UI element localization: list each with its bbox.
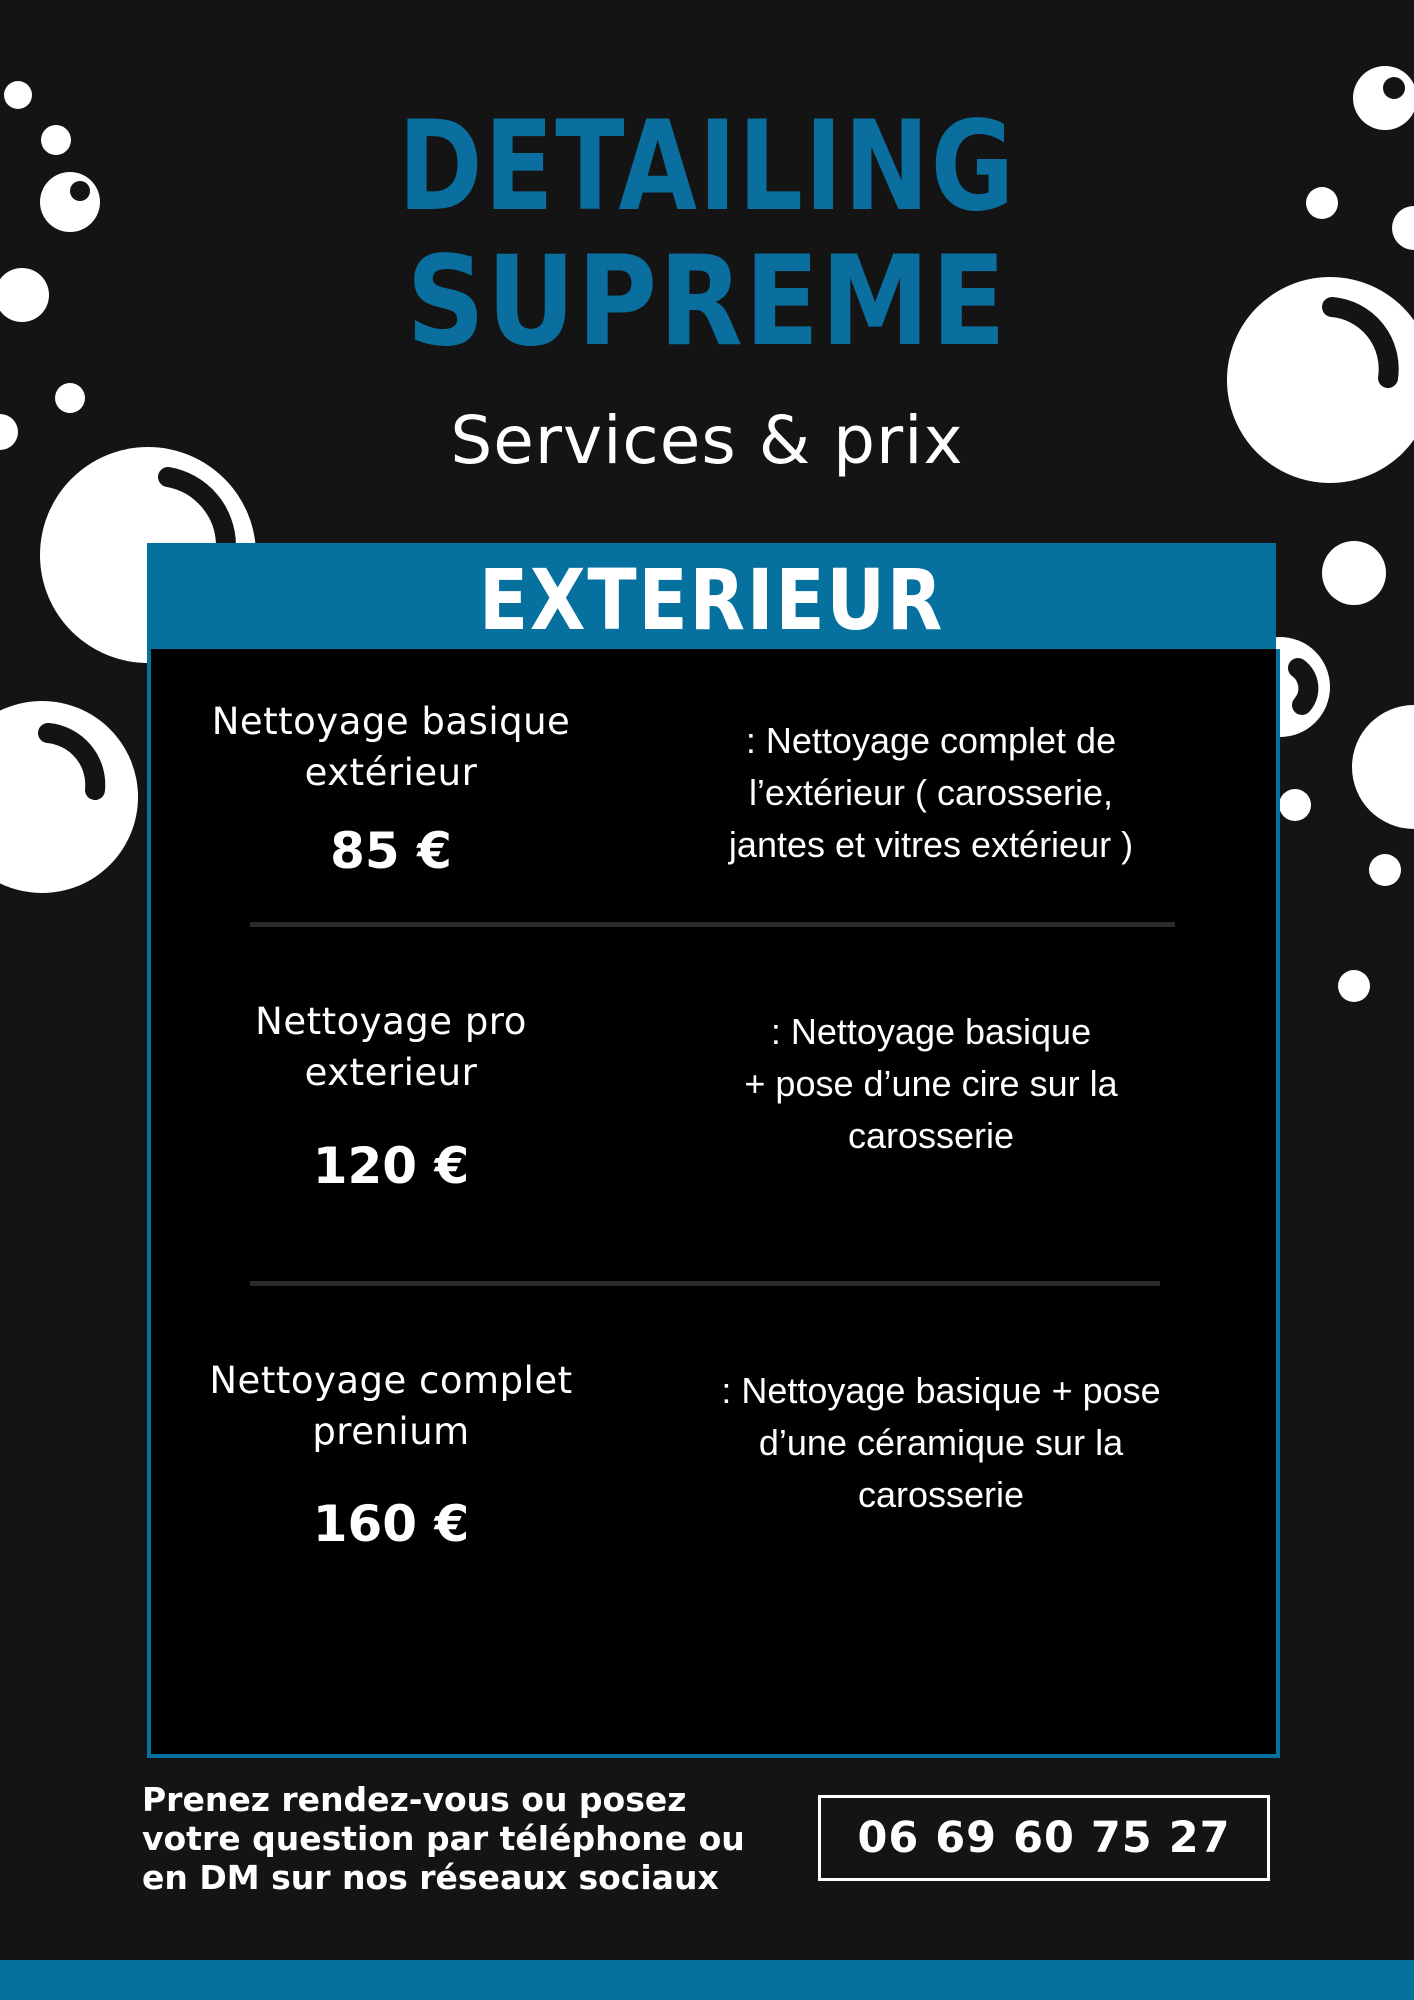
- section-header: [147, 543, 1276, 653]
- brand-title-line1: DETAILING: [398, 95, 1016, 239]
- bottom-accent-bar: [0, 1960, 1414, 2000]
- brand-title-line2: SUPREME: [406, 230, 1008, 374]
- bubble-icon: [0, 268, 49, 322]
- services-panel: [147, 649, 1280, 1758]
- bubble-icon: [4, 81, 32, 109]
- phone-number[interactable]: 06 69 60 75 27: [857, 1813, 1231, 1863]
- service-price: 160 €: [312, 1495, 470, 1553]
- service-name: Nettoyage basique extérieur: [211, 700, 571, 794]
- service-description: : Nettoyage basique + pose d’une céramique sur la carosserie: [721, 1370, 1161, 1515]
- divider: [250, 922, 1175, 927]
- divider: [250, 1281, 1160, 1286]
- bubble-icon: [1369, 854, 1401, 886]
- service-description: : Nettoyage basique + pose d’une cire sur la carosserie: [744, 1011, 1118, 1156]
- service-price: 85 €: [330, 822, 452, 880]
- bubble-icon: [1352, 705, 1414, 829]
- service-name: Nettoyage pro exterieur: [255, 1000, 527, 1094]
- bubble-icon: [41, 125, 71, 155]
- service-description: : Nettoyage complet de l’extérieur ( carosserie, jantes et vitres extérieur ): [728, 720, 1134, 865]
- bubble-icon: [1279, 789, 1311, 821]
- service-price: 120 €: [312, 1137, 470, 1195]
- bubble-icon: [1322, 541, 1386, 605]
- bubble-icon: [1306, 187, 1338, 219]
- call-to-action-text: Prenez rendez-vous ou posez votre question par téléphone ou en DM sur nos réseaux sociaux: [142, 1780, 745, 1897]
- section-title: EXTERIEUR: [478, 551, 945, 649]
- page-subtitle: Services & prix: [450, 402, 964, 479]
- bubble-icon: [1338, 970, 1370, 1002]
- phone-number-box[interactable]: [818, 1795, 1270, 1881]
- bubble-icon: [1392, 206, 1414, 250]
- bubble-icon: [1353, 66, 1414, 130]
- bubble-icon: [40, 172, 100, 232]
- service-name: Nettoyage complet prenium: [209, 1359, 573, 1453]
